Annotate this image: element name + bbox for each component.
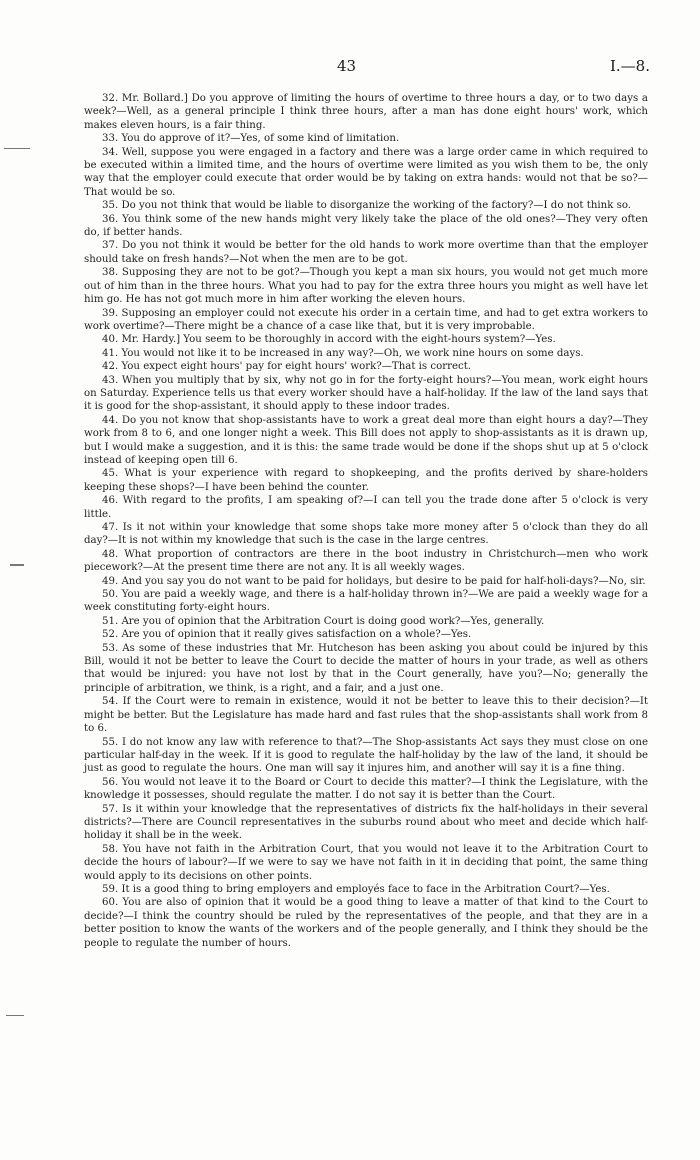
document-reference: I.—8.: [609, 57, 650, 75]
testimony-paragraph: 44. Do you not know that shop-assistants have to work a great deal more than eight hours a day?—They work from 8 to 6, and one longer night a week. This Bill does not apply to shop-assistants as it is drawn up, but I would make a suggestion, and it is this: the same trade would be done if the shops shut up at 5 o'clock instead of keeping open till 6.: [84, 414, 648, 466]
testimony-paragraph: 59. It is a good thing to bring employers and employés face to face in the Arbitration Court?—Yes.: [102, 883, 610, 895]
testimony-paragraph: 36. You think some of the new hands might very likely take the place of the old ones?—They very often do, if better hands.: [84, 213, 648, 239]
testimony-paragraph: 49. And you say you do not want to be paid for holidays, but desire to be paid for half-holi-days?—No, sir.: [102, 575, 646, 587]
testimony-paragraph: 38. Supposing they are not to be got?—Though you kept a man six hours, you would not get much more out of him than in the three hours. What you had to pay for the extra three hours you might as well have let him go. He has not got much more in him after working the eleven hours.: [84, 267, 648, 306]
testimony-paragraph: 34. Well, suppose you were engaged in a factory and there was a large order came in which required to be executed within a limited time, and the hours of overtime were limited as you wish them to be, the only way that the employer could execute that order would be by taking on extra hands: would not that be so?—That would be so.: [84, 146, 648, 198]
scan-mark: [4, 148, 30, 149]
testimony-paragraph: 53. As some of these industries that Mr. Hutcheson has been asking you about could be injured by this Bill, would it not be better to leave the Court to decide the matter of hours in your trade, as well as others that would be injured: you have not lost by that in the Court generally, have you?—No; generally the principle of arbitration, we think, is a right, and a fair, and a just one.: [84, 642, 648, 694]
testimony-paragraph: 45. What is your experience with regard to shopkeeping, and the profits derived by share-holders keeping these shops?—I have been behind the counter.: [84, 468, 648, 493]
testimony-paragraph: 43. When you multiply that by six, why not go in for the forty-eight hours?—You mean, work eight hours on Saturday. Experience tells us that every worker should have a half-holiday. If the law of the land says that it is good for the shop-assistant, it should apply to these indoor trades.: [84, 374, 648, 413]
testimony-paragraph: 55. I do not know any law with reference to that?—The Shop-assistants Act says they must close on one particular half-day in the week. If it is good to regulate the half-holiday by the law of the land, it should be just as good to regulate the hours. One man will say it injures him, and another will say it is a fine thing.: [84, 736, 648, 775]
testimony-paragraph: 46. With regard to the profits, I am speaking of?—I can tell you the trade done after 5 o'clock is very little.: [84, 495, 648, 520]
testimony-paragraph: 60. You are also of opinion that it would be a good thing to leave a matter of that kind to the Court to decide?—I think the country should be ruled by the representatives of the people, and that they are in a better position to know the wants of the workers and of the people generally, and I think they should be the people to regulate the number of hours.: [84, 897, 648, 949]
testimony-paragraph: 47. Is it not within your knowledge that some shops take more money after 5 o'clock than they do all day?—It is not within my knowledge that such is the case in the large centres.: [84, 522, 648, 547]
testimony-paragraph: 51. Are you of opinion that the Arbitration Court is doing good work?—Yes, generally.: [102, 615, 545, 627]
testimony-paragraph: 56. You would not leave it to the Board or Court to decide this matter?—I think the Legislature, with the knowledge it possesses, should regulate the matter. I do not say it is better than the Court.: [84, 776, 648, 802]
testimony-paragraph: 54. If the Court were to remain in existence, would it not be better to leave this to their decision?—It might be better. But the Legislature has made hard and fast rules that the shop-assistants shall work from 8 to 6.: [84, 696, 648, 735]
testimony-transcript: [84, 92, 648, 950]
page-header: [0, 57, 700, 77]
scan-mark: [10, 564, 24, 566]
testimony-paragraph: 39. Supposing an employer could not execute his order in a certain time, and had to get extra workers to work overtime?—There might be a chance of a case like that, but it is very improbable.: [84, 307, 648, 332]
scan-mark: [6, 1015, 24, 1016]
testimony-paragraph: 50. You are paid a weekly wage, and there is a half-holiday thrown in?—We are paid a weekly wage for a week constituting forty-eight hours.: [84, 589, 648, 614]
testimony-paragraph: 57. Is it within your knowledge that the representatives of districts fix the half-holidays in their several districts?—There are Council representatives in the suburbs round about who meet and decide which half-holiday it shall be in the week.: [84, 803, 648, 842]
testimony-paragraph: 52. Are you of opinion that it really gives satisfaction on a whole?—Yes.: [102, 629, 472, 641]
testimony-paragraph: 33. You do approve of it?—Yes, of some kind of limitation.: [102, 133, 400, 145]
testimony-paragraph: 42. You expect eight hours' pay for eight hours' work?—That is correct.: [102, 361, 472, 373]
testimony-paragraph: 58. You have not faith in the Arbitration Court, that you would not leave it to the Arbitration Court to decide the hours of labour?—If we were to say we have not faith in it in deciding that point, the same thing would apply to its decisions on other points.: [84, 843, 648, 882]
testimony-paragraph: 48. What proportion of contractors are there in the boot industry in Christchurch—men who work piecework?—At the present time there are not any. It is all weekly wages.: [84, 548, 648, 574]
page-number: 43: [337, 57, 357, 75]
testimony-paragraph: 37. Do you not think it would be better for the old hands to work more overtime than that the employer should take on fresh hands?—Not when the men are to be got.: [84, 240, 648, 265]
testimony-paragraph: 40. Mr. Hardy.] You seem to be thoroughly in accord with the eight-hours system?—Yes.: [102, 334, 556, 346]
testimony-paragraph: 41. You would not like it to be increased in any way?—Oh, we work nine hours on some days.: [102, 347, 584, 359]
testimony-paragraph: 35. Do you not think that would be liable to disorganize the working of the factory?—I do not think so.: [102, 200, 632, 212]
testimony-paragraph: 32. Mr. Bollard.] Do you approve of limiting the hours of overtime to three hours a day, or to two days a week?—Well, as a general principle I think three hours, after a man has done eight hours' work, which makes eleven hours, is a fair thing.: [84, 93, 648, 131]
